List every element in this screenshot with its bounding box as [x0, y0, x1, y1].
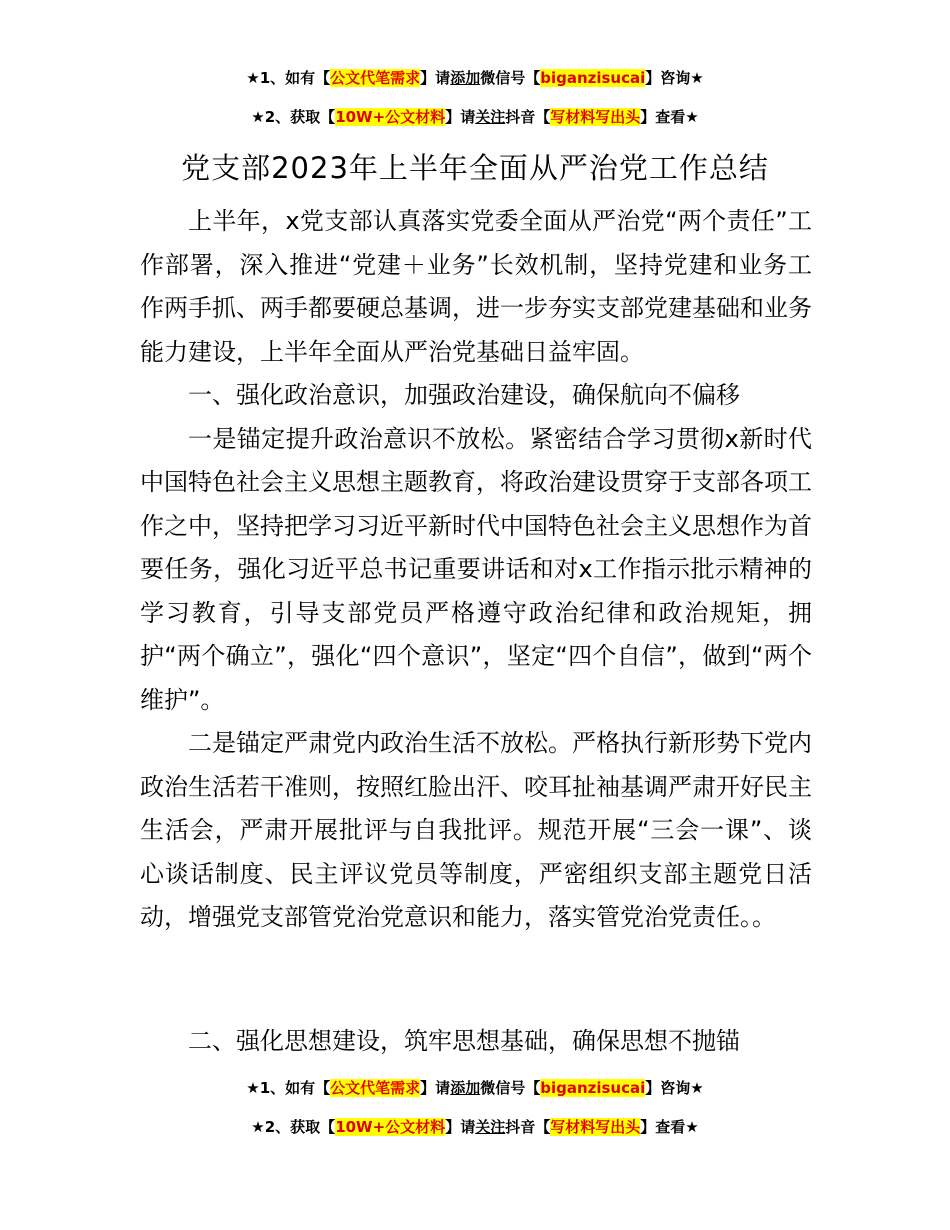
banner-text: 】咨询★	[645, 69, 704, 87]
banner-highlight: 公文代笔需求	[330, 69, 421, 87]
banner-highlight: 写材料写出头	[550, 108, 641, 126]
banner-text: ★1、如有【	[246, 1079, 331, 1097]
banner-highlight: 10W+公文材料	[335, 1118, 446, 1136]
banner-text: ★2、获取【	[251, 1118, 336, 1136]
banner-underlined-text: 关注	[475, 1118, 506, 1136]
banner-text: 】查看★	[640, 108, 699, 126]
banner-text: 】咨询★	[645, 1079, 704, 1097]
banner-highlight: 写材料写出头	[550, 1118, 641, 1136]
body-paragraph-2: 二是锚定严肃党内政治生活不放松。严格执行新形势下党内政治生活若干准则，按照红脸出汗、咬耳扯袖基调严肃开好民主生活会，严肃开展批评与自我批评。规范开展“三会一课”、谈心谈话制度、民主评议党员等制度，严密组织支部主题党日活动，增强党支部管党治党意识和能力，落实管党治党责任。。	[140, 729, 812, 931]
promo-banner-top-line1	[0, 67, 950, 88]
banner-text: 】查看★	[640, 1118, 699, 1136]
banner-text: ★2、获取【	[251, 108, 336, 126]
banner-text: ★1、如有【	[246, 69, 331, 87]
banner-underlined-text: 关注	[475, 108, 506, 126]
banner-text: 抖音【	[505, 1118, 551, 1136]
section-heading-2: 二、强化思想建设，筑牢思想基础，确保思想不抛锚	[188, 1027, 740, 1055]
promo-banner-bottom-line1	[0, 1077, 950, 1098]
banner-highlight: biganzisucai	[540, 69, 646, 87]
banner-text: 】请	[420, 69, 451, 87]
banner-highlight: 10W+公文材料	[335, 108, 446, 126]
banner-text: 】请	[420, 1079, 451, 1097]
promo-banner-bottom-line2	[0, 1116, 950, 1137]
banner-text: 】请	[445, 1118, 476, 1136]
document-title: 党支部2023年上半年全面从严治党工作总结	[181, 151, 769, 185]
banner-text: 抖音【	[505, 108, 551, 126]
banner-text: 微信号【	[480, 1079, 541, 1097]
banner-highlight: biganzisucai	[540, 1079, 646, 1097]
section-heading-1: 一、强化政治意识，加强政治建设，确保航向不偏移	[188, 381, 740, 409]
banner-text: 】请	[445, 108, 476, 126]
body-paragraph-1: 一是锚定提升政治意识不放松。紧密结合学习贯彻x新时代中国特色社会主义思想主题教育，将政治建设贯穿于支部各项工作之中，坚持把学习习近平新时代中国特色社会主义思想作为首要任务，强化习近平总书记重要讲话和对x工作指示批示精神的学习教育，引导支部党员严格遵守政治纪律和政治规矩，拥护“两个确立”，强化“四个意识”，坚定“四个自信”，做到“两个维护”。	[140, 424, 812, 714]
document-body-continued	[140, 1020, 812, 1064]
banner-underlined-text: 添加	[450, 69, 481, 87]
banner-text: 微信号【	[480, 69, 541, 87]
banner-underlined-text: 添加	[450, 1079, 481, 1097]
intro-paragraph: 上半年，x党支部认真落实党委全面从严治党“两个责任”工作部署，深入推进“党建＋业务”长效机制，坚持党建和业务工作两手抓、两手都要硬总基调，进一步夯实支部党建基础和业务能力建设，上半年全面从严治党基础日益牢固。	[140, 207, 812, 366]
document-body	[140, 200, 812, 940]
banner-highlight: 公文代笔需求	[330, 1079, 421, 1097]
promo-banner-top-line2	[0, 106, 950, 127]
